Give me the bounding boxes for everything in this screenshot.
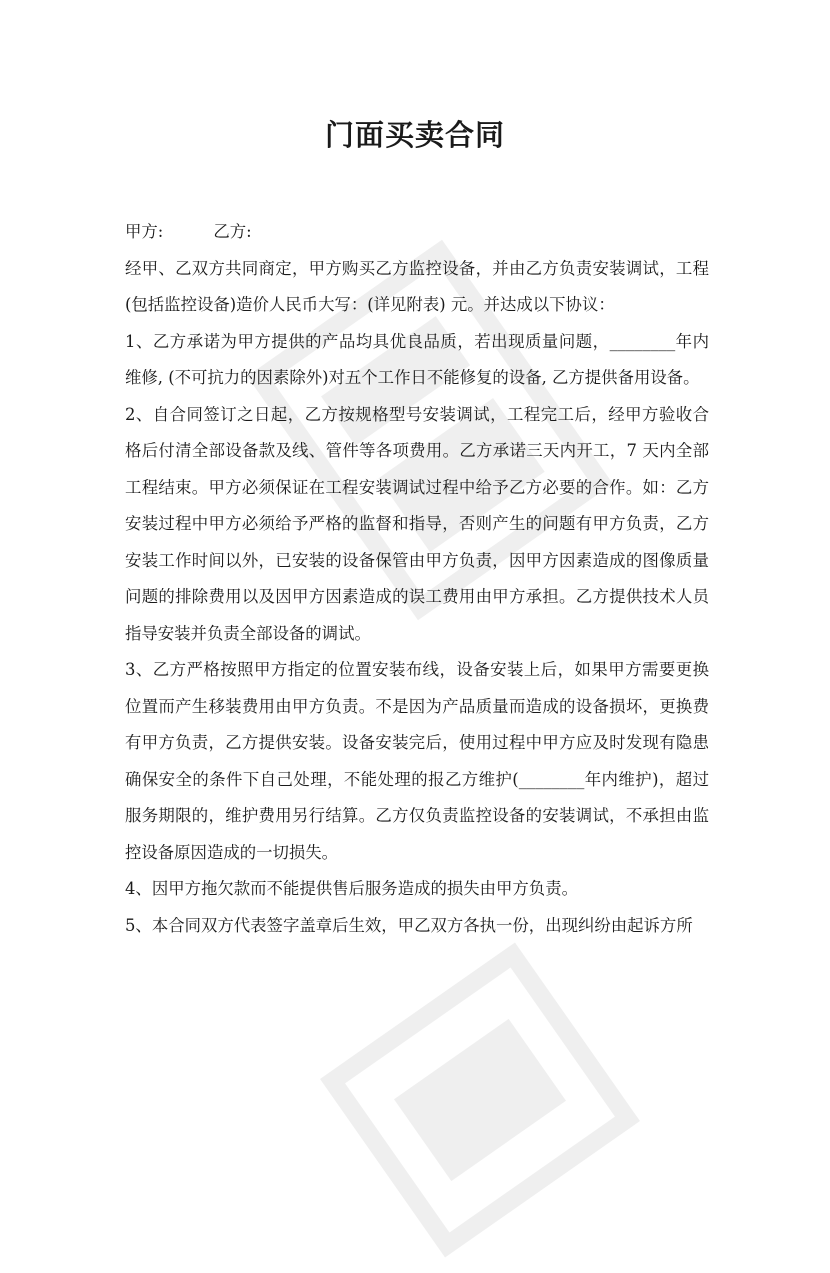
party-b-label: 乙方: <box>213 222 252 241</box>
clause-1: 1、乙方承诺为甲方提供的产品均具优良品质，若出现质量问题，________年内维修, (不可抗力的因素除外)对五个工作日不能修复的设备, 乙方提供备用设备。 <box>125 331 709 387</box>
parties-line <box>125 214 709 251</box>
clause-3: 3、乙方严格按照甲方指定的位置安装布线，设备安装上后，如果甲方需要更换位置而产生移装费用由甲方负责。不是因为产品质量而造成的设备损坏，更换费有甲方负责，乙方提供安装。设备安装完后，使用过程中甲方应及时发现有隐患确保安全的条件下自己处理，不能处理的报乙方维护(________年内维护)，超过服务期限的，维护费用另行结算。乙方仅负责监控设备的安装调试，不承担由监控设备原因造成的一切损失。 <box>125 660 709 862</box>
clause-2: 2、自合同签订之日起，乙方按规格型号安装调试，工程完工后，经甲方验收合格后付清全部设备款及线、管件等各项费用。乙方承诺三天内开工，7 天内全部工程结束。甲方必须保证在工程安装调试过程中给予乙方必要的合作。如：乙方安装过程中甲方必须给予严格的监督和指导，否则产生的问题有甲方负责，乙方安装工作时间以外，已安装的设备保管由甲方负责，因甲方因素造成的图像质量问题的排除费用以及因甲方因素造成的误工费用由甲方承担。乙方提供技术人员指导安装并负责全部设备的调试。 <box>125 404 709 643</box>
clause-4: 4、因甲方拖欠款而不能提供售后服务造成的损失由甲方负责。 <box>125 879 578 898</box>
document-body <box>125 214 709 944</box>
intro-paragraph: 经甲、乙双方共同商定，甲方购买乙方监控设备，并由乙方负责安装调试，工程(包括监控设备)造价人民币大写：(详见附表) 元。并达成以下协议： <box>125 258 709 314</box>
party-a-label: 甲方: <box>125 222 164 241</box>
document-title: 门面买卖合同 <box>324 118 505 152</box>
watermark-graphic-lower <box>305 927 656 1273</box>
clause-5: 5、本合同双方代表签字盖章后生效，甲乙双方各执一份，出现纠纷由起诉方所 <box>125 915 693 935</box>
